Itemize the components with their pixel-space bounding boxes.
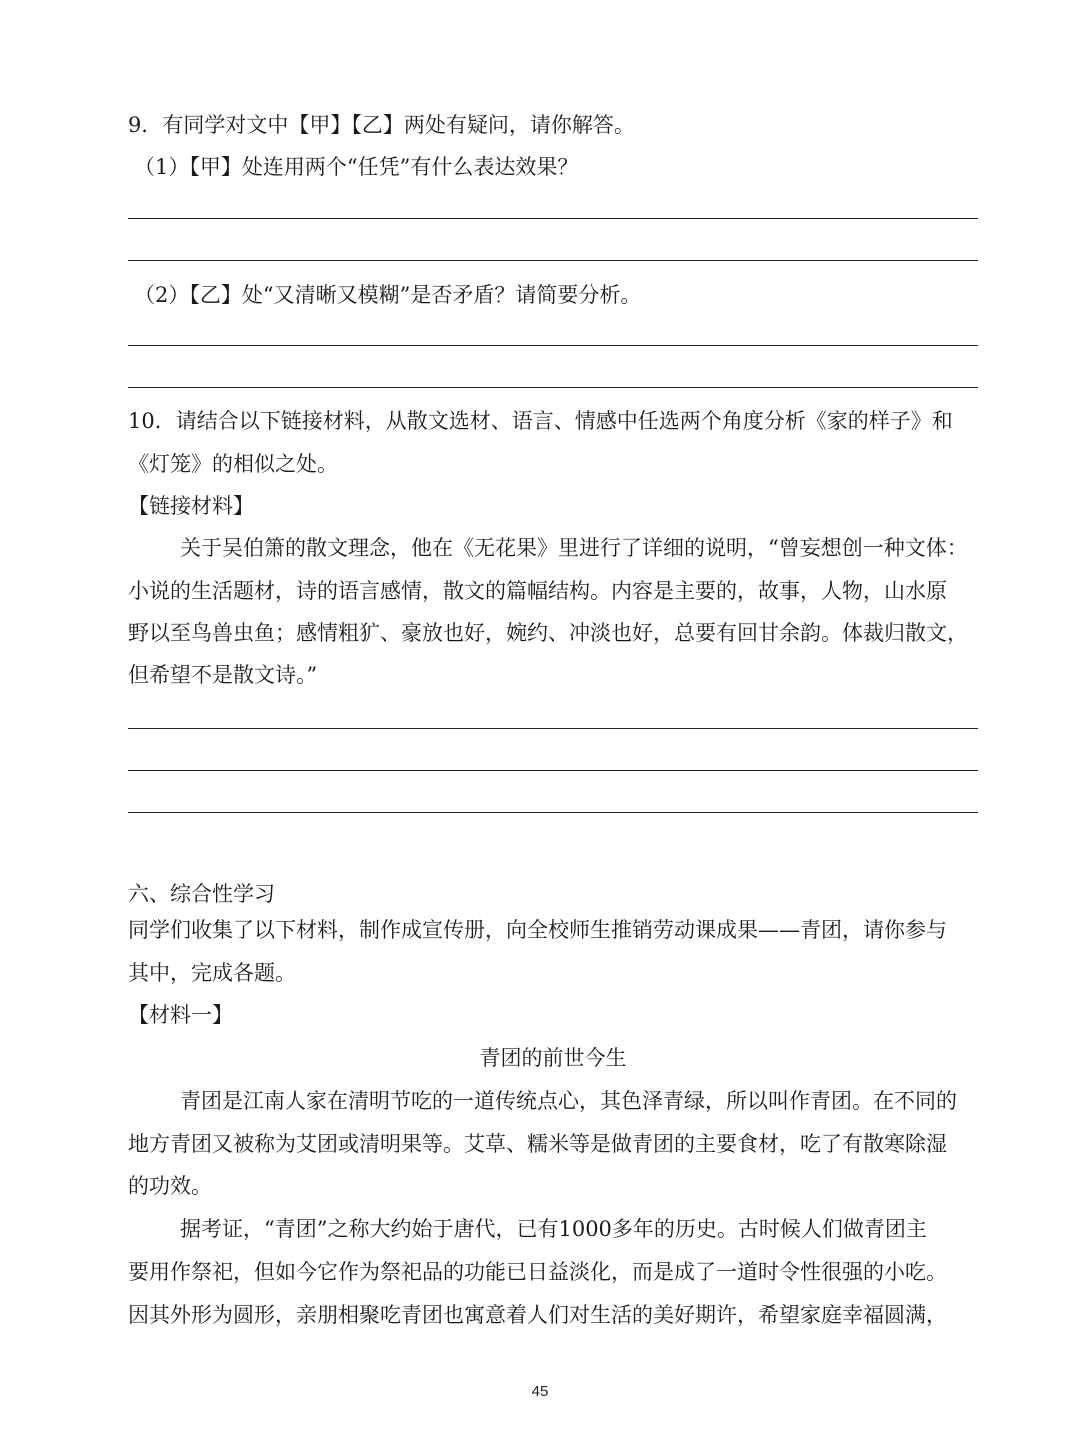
link-material-line-4: 但希望不是散文诗。”: [128, 663, 318, 687]
answer-line[interactable]: [128, 345, 978, 346]
link-material-label: 【链接材料】: [128, 494, 254, 518]
paragraph-2-line-3: 因其外形为圆形，亲朋相聚吃青团也寓意着人们对生活的美好期许，希望家庭幸福圆满，: [128, 1303, 947, 1327]
answer-line[interactable]: [128, 260, 978, 261]
link-material-line-1: 关于吴伯箫的散文理念，他在《无花果》里进行了详细的说明，“曾妄想创一种文体：: [180, 536, 968, 560]
link-material-line-3: 野以至鸟兽虫鱼；感情粗犷、豪放也好，婉约、冲淡也好，总要有回甘余韵。体裁归散文，: [128, 621, 968, 645]
paragraph-1-line-3: 的功效。: [128, 1174, 212, 1198]
paragraph-2-line-1: 据考证，“青团”之称大约始于唐代，已有1000多年的历史。古时候人们做青团主: [180, 1217, 927, 1241]
question-10-stem-line-2: 《灯笼》的相似之处。: [128, 452, 338, 476]
paragraph-1-line-2: 地方青团又被称为艾团或清明果等。艾草、糯米等是做青团的主要食材，吃了有散寒除湿: [128, 1132, 947, 1156]
link-material-line-2: 小说的生活题材，诗的语言感情，散文的篇幅结构。内容是主要的，故事，人物，山水原: [128, 579, 947, 603]
question-9-part-2: （2）【乙】处“又清晰又模糊”是否矛盾？请简要分析。: [134, 283, 642, 307]
answer-line[interactable]: [128, 812, 978, 813]
paragraph-1-line-1: 青团是江南人家在清明节吃的一道传统点心，其色泽青绿，所以叫作青团。在不同的: [180, 1089, 957, 1113]
section-intro-line-1: 同学们收集了以下材料，制作成宣传册，向全校师生推销劳动课成果——青团，请你参与: [128, 918, 947, 942]
material-1-label: 【材料一】: [128, 1003, 233, 1027]
paragraph-2-line-2: 要用作祭祀，但如今它作为祭祀品的功能已日益淡化，而是成了一道时令性很强的小吃。: [128, 1260, 947, 1284]
section-intro-line-2: 其中，完成各题。: [128, 961, 296, 985]
answer-line[interactable]: [128, 218, 978, 219]
question-10-stem-line-1: 10．请结合以下链接材料，从散文选材、语言、情感中任选两个角度分析《家的样子》和: [128, 409, 953, 433]
article-title: 青团的前世今生: [479, 1046, 627, 1070]
question-9-part-1: （1）【甲】处连用两个“任凭”有什么表达效果？: [134, 155, 579, 179]
answer-line[interactable]: [128, 387, 978, 388]
page-number: 45: [531, 1383, 549, 1400]
section-heading: 六、综合性学习: [128, 882, 275, 906]
answer-line[interactable]: [128, 770, 978, 771]
answer-line[interactable]: [128, 728, 978, 729]
question-9-stem: 9．有同学对文中【甲】【乙】两处有疑问，请你解答。: [128, 113, 635, 137]
